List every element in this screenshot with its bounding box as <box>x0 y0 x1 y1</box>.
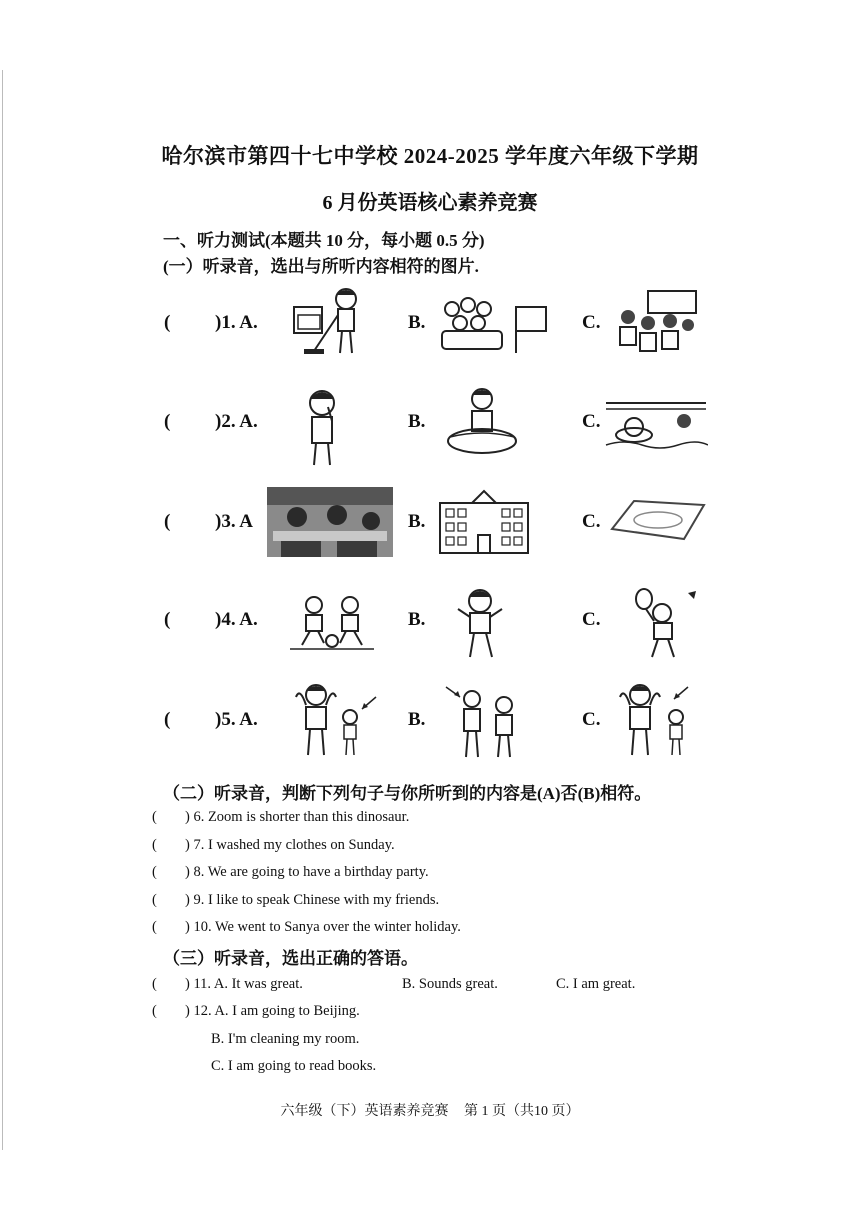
man-washing-clothes-picture <box>440 385 526 465</box>
judgement-text: ) 7. I washed my clothes on Sunday. <box>185 837 395 853</box>
answer-paren[interactable]: ( <box>152 1003 157 1019</box>
boys-playing-football-picture <box>288 593 376 653</box>
section2-heading: （二）听录音，判断下列句子与你所听到的内容是(A)否(B)相符。 <box>163 784 652 803</box>
answer-paren[interactable]: ( <box>152 837 157 853</box>
answer-paren[interactable]: ( <box>152 919 157 935</box>
option-c-label: C. <box>582 609 601 630</box>
question-number: )5. A. <box>215 709 258 730</box>
question-3-row <box>0 485 860 575</box>
school-building-picture <box>436 487 532 555</box>
exam-title-line2: 6 月份英语核心素养竞赛 <box>322 192 538 214</box>
question-12-row <box>152 1003 360 1020</box>
judgement-item-7 <box>152 837 395 854</box>
part1-heading: 一、听力测试(本题共 10 分，每小题 0.5 分) <box>163 231 485 250</box>
answer-paren[interactable]: ( <box>164 312 171 333</box>
question-11-option-a: ) 11. A. It was great. <box>185 976 303 992</box>
strong-boy-and-small-child-picture <box>614 683 706 761</box>
judgement-item-8 <box>152 864 429 881</box>
children-swimming-picture <box>604 395 708 455</box>
footer-page-number: 第 1 页（共10 页） <box>464 1104 580 1119</box>
exam-title-line1: 哈尔滨市第四十七中学校 2024-2025 学年度六年级下学期 <box>161 144 699 168</box>
question-number: )3. A <box>215 511 253 532</box>
section3-heading: （三）听录音，选出正确的答语。 <box>163 949 418 968</box>
judgement-item-9 <box>152 892 439 909</box>
option-b-label: B. <box>408 609 426 630</box>
answer-paren[interactable]: ( <box>164 411 171 432</box>
question-11-row <box>152 976 303 993</box>
question-number: )4. A. <box>215 609 258 630</box>
question-11-option-b: B. Sounds great. <box>402 976 498 992</box>
option-b-label: B. <box>408 709 426 730</box>
two-boys-picture <box>444 683 528 761</box>
question-12-option-a: ) 12. A. I am going to Beijing. <box>185 1003 360 1019</box>
question-2-row <box>0 385 860 475</box>
judgement-text: ) 8. We are going to have a birthday party. <box>185 864 429 880</box>
answer-paren[interactable]: ( <box>152 892 157 908</box>
question-12-option-b: B. I'm cleaning my room. <box>211 1031 360 1047</box>
strong-boy-and-small-child-picture <box>290 683 382 761</box>
option-c-label: C. <box>582 312 601 333</box>
judgement-item-6 <box>152 809 409 826</box>
child-jumping-picture <box>456 587 506 661</box>
judgement-text: ) 10. We went to Sanya over the winter holiday. <box>185 919 461 935</box>
question-12-option-c: C. I am going to read books. <box>211 1058 377 1074</box>
question-4-row <box>0 585 860 675</box>
answer-paren[interactable]: ( <box>164 709 171 730</box>
footer-course: 六年级（下）英语素养竞赛 <box>280 1104 449 1119</box>
answer-paren[interactable]: ( <box>164 511 171 532</box>
classroom-students-picture <box>612 287 702 359</box>
judgement-item-10 <box>152 919 461 936</box>
answer-paren[interactable]: ( <box>152 809 157 825</box>
section1-heading: (一）听录音，选出与所听内容相符的图片. <box>163 257 479 276</box>
question-number: )2. A. <box>215 411 258 432</box>
option-b-label: B. <box>408 411 426 432</box>
judgement-text: ) 9. I like to speak Chinese with my friends. <box>185 892 440 908</box>
option-b-label: B. <box>408 312 426 333</box>
question-5-row <box>0 683 860 773</box>
option-c-label: C. <box>582 709 601 730</box>
answer-paren[interactable]: ( <box>152 864 157 880</box>
answer-paren[interactable]: ( <box>164 609 171 630</box>
option-b-label: B. <box>408 511 426 532</box>
option-c-label: C. <box>582 511 601 532</box>
option-c-label: C. <box>582 411 601 432</box>
answer-paren[interactable]: ( <box>152 976 157 992</box>
judgement-text: ) 6. Zoom is shorter than this dinosaur. <box>185 809 410 825</box>
child-playing-badminton-picture <box>630 587 702 661</box>
canteen-photo-picture <box>267 487 393 557</box>
people-watching-tv-picture <box>438 295 550 357</box>
playground-picture <box>608 495 708 545</box>
question-1-row <box>0 285 860 375</box>
question-11-option-c: C. I am great. <box>556 976 636 992</box>
question-number: )1. A. <box>215 312 258 333</box>
boy-mopping-floor-picture <box>290 285 370 363</box>
page-footer <box>0 1100 860 1120</box>
child-brushing-teeth-picture <box>298 385 348 471</box>
